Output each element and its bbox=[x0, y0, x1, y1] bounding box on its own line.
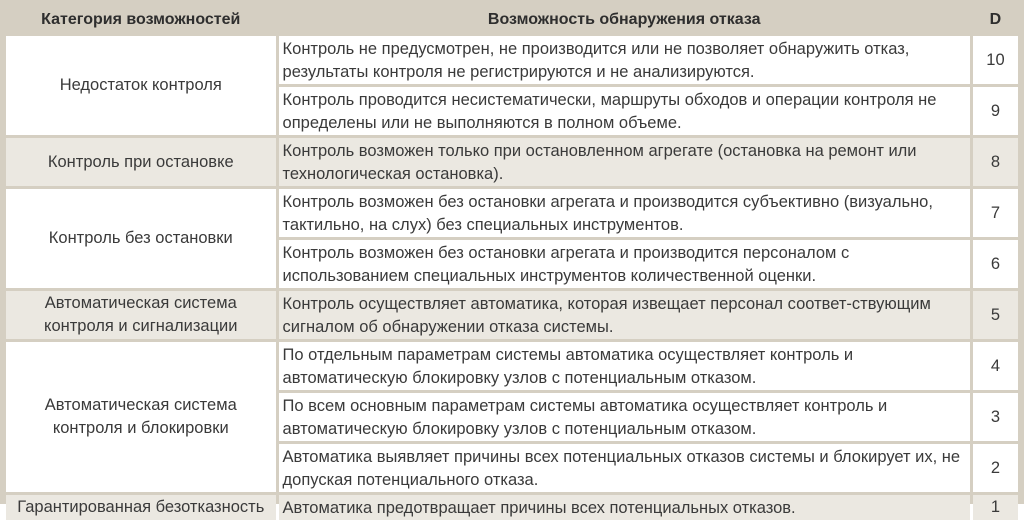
capability-cell: Контроль возможен без остановки агрегата и производится субъективно (визуально, тактильно, на слух) без специальных инструментов. bbox=[279, 189, 970, 237]
table-row bbox=[6, 138, 1018, 186]
table-row bbox=[6, 189, 1018, 237]
capability-cell: Автоматика выявляет причины всех потенциальных отказов системы и блокирует их, не допуская потенциального отказа. bbox=[279, 444, 970, 492]
capability-cell: По отдельным параметрам системы автоматика осуществляет контроль и автоматическую блокировку узлов с потенциальным отказом. bbox=[279, 342, 970, 390]
capability-cell: Автоматика предотвращает причины всех потенциальных отказов. bbox=[279, 495, 970, 520]
table-row bbox=[6, 36, 1018, 84]
capability-cell: Контроль не предусмотрен, не производится или не позволяет обнаружить отказ, результаты контроля не регистрируются и не анализируются. bbox=[279, 36, 970, 84]
category-cell: Гарантированная безотказность bbox=[6, 495, 276, 520]
table-row bbox=[6, 342, 1018, 390]
category-cell: Автоматическая система контроля и сигнализации bbox=[6, 291, 276, 339]
table-header-row bbox=[6, 7, 1018, 33]
category-cell: Контроль без остановки bbox=[6, 189, 276, 288]
d-value-cell: 8 bbox=[973, 138, 1018, 186]
header-capability: Возможность обнаружения отказа bbox=[279, 7, 970, 33]
capability-cell: Контроль возможен без остановки агрегата и производится персоналом с использованием специальных инструментов количественной оценки. bbox=[279, 240, 970, 288]
d-value-cell: 1 bbox=[973, 495, 1018, 520]
header-category: Категория возможностей bbox=[6, 7, 276, 33]
d-value-cell: 7 bbox=[973, 189, 1018, 237]
d-value-cell: 10 bbox=[973, 36, 1018, 84]
table-row bbox=[6, 495, 1018, 520]
detection-capability-table bbox=[3, 4, 1021, 523]
capability-cell: По всем основным параметрам системы автоматика осуществляет контроль и автоматическую блокировку узлов с потенциальным отказом. bbox=[279, 393, 970, 441]
category-cell: Недостаток контроля bbox=[6, 36, 276, 135]
d-value-cell: 2 bbox=[973, 444, 1018, 492]
d-value-cell: 4 bbox=[973, 342, 1018, 390]
category-cell: Автоматическая система контроля и блокировки bbox=[6, 342, 276, 492]
category-cell: Контроль при остановке bbox=[6, 138, 276, 186]
table-row bbox=[6, 291, 1018, 339]
d-value-cell: 5 bbox=[973, 291, 1018, 339]
capability-cell: Контроль проводится несистематически, маршруты обходов и операции контроля не определены или не выполняются в полном объеме. bbox=[279, 87, 970, 135]
d-value-cell: 3 bbox=[973, 393, 1018, 441]
capability-cell: Контроль осуществляет автоматика, которая извещает персонал соответ-ствующим сигналом об обнаружении отказа системы. bbox=[279, 291, 970, 339]
d-value-cell: 6 bbox=[973, 240, 1018, 288]
d-value-cell: 9 bbox=[973, 87, 1018, 135]
capability-cell: Контроль возможен только при остановленном агрегате (остановка на ремонт или технологическая остановка). bbox=[279, 138, 970, 186]
header-d: D bbox=[973, 7, 1018, 33]
